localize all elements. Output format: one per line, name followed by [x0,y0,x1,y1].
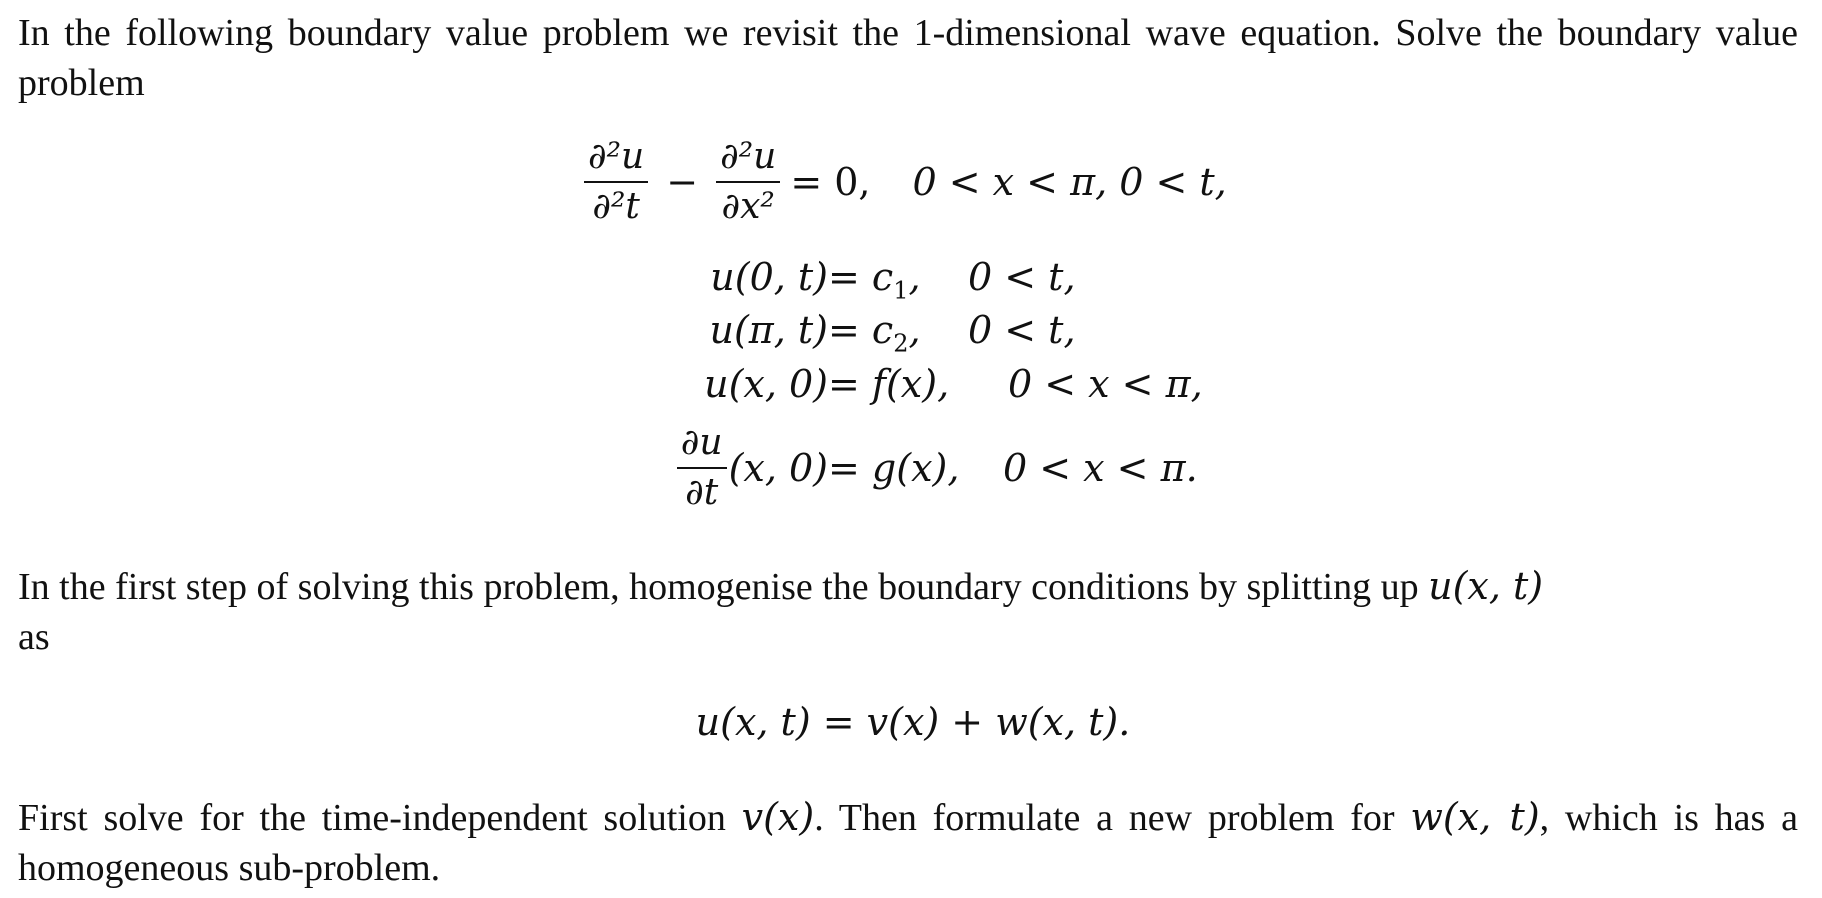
bc1-comma: , [908,255,921,299]
bc1-lhs: u(0, t) [710,255,828,299]
step-math-u: u(x, t) [1428,564,1544,608]
bc2-comma: , [908,308,921,352]
ic2-rhs: = g(x), [828,446,960,490]
document-page [18,0,1808,898]
fraction-numerator: ∂²u [720,136,777,177]
bc1-subscript: 1 [893,276,909,305]
fraction-denominator: ∂x² [721,186,775,227]
instruction-math-v: v(x) [741,795,815,839]
bc2-condition: 0 < t, [968,308,1076,352]
ic1-lhs: u(x, 0) [704,362,828,406]
fraction-bar [677,467,727,469]
ic2-lhs-tail: (x, 0) [728,446,828,490]
fraction-bar [716,181,780,183]
bvp-equation-system [18,0,1808,560]
fraction-d2u-d2t [584,137,648,227]
bc2-rhs [828,308,921,358]
instruction-part-3: , which is has a homogeneous sub-problem. [18,797,1798,889]
step-paragraph [18,561,1798,662]
ic2-lhs [638,418,828,518]
instruction-paragraph [18,792,1798,893]
pde-row [578,132,1227,232]
instruction-part-2: . Then formulate a new problem for [814,797,1411,839]
fraction-d2u-dx2 [716,137,780,227]
step-text-before: In the first step of solving this problem, homogenise the boundary conditions by splitting up [18,566,1429,608]
ic2-condition: 0 < x < π. [1003,446,1198,490]
intro-paragraph: In the following boundary value problem we revisit the 1-dimensional wave equation. Solve the boundary value problem [18,12,1798,104]
pde-rhs: = 0, [790,160,871,204]
fraction-numerator: ∂u [680,422,723,463]
fraction-numerator: ∂²u [588,136,645,177]
pde-condition: 0 < x < π, 0 < t, [912,160,1227,204]
fraction-bar [584,181,648,183]
instruction-part-1: First solve for the time-independent solution [18,797,742,839]
fraction-denominator: ∂²t [592,186,640,227]
bc2-rhs-text: = c [828,308,894,352]
ic1-condition: 0 < x < π, [1008,362,1203,406]
fraction-denominator: ∂t [685,472,719,513]
bc1-rhs [828,255,921,305]
fraction-du-dt [677,423,727,513]
bc2-subscript: 2 [893,329,909,358]
instruction-math-w: w(x, t) [1410,795,1540,839]
minus-sign: − [666,160,699,204]
split-equation: u(x, t) = v(x) + w(x, t). [695,700,1131,744]
ic1-rhs: = f(x), [828,362,950,406]
bc1-rhs-text: = c [828,255,894,299]
step-text-after: as [18,616,50,658]
bc2-lhs: u(π, t) [709,308,828,352]
bc1-condition: 0 < t, [968,255,1076,299]
